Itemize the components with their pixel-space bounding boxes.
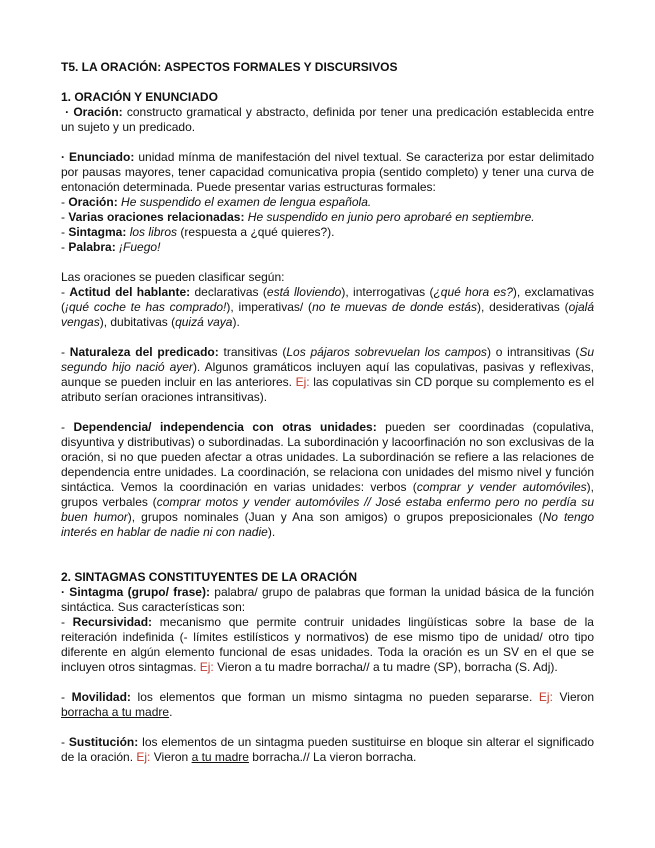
example-marker: Ej:	[538, 690, 553, 704]
example-marker: Ej:	[199, 660, 214, 674]
enunciado-definition: · Enunciado: unidad mínma de manifestación del nivel textual. Se caracteriza por estar delimitado por pausas mayores, tener capacidad comunicativa propia (sentido completo) y tener una curva de entonación determinada. Puede presentar varias estructuras formales:	[61, 150, 594, 194]
sintagma-term: · Sintagma (grupo/ frase):	[61, 585, 210, 599]
form-sintagma: - Sintagma: los libros (respuesta a ¿qué quieres?).	[61, 225, 335, 239]
recursividad: - Recursividad: mecanismo que permite contruir unidades lingüísticas sobre la base de la reiteración indefinida (- límites estilísticos y normativos) de ese mismo tipo de unidad/ otro tipo diferente en algún elemento funcional de esas unidades. Toda la oración es un SV en el que se incluyen otros sintagmas. Ej: Vieron a tu madre borracha// a tu madre (SP), borracha (S. Adj).	[61, 615, 594, 674]
document-page	[61, 60, 594, 765]
sustitucion: - Sustitución: los elementos de un sintagma pueden sustituirse en bloque sin alterar el significado de la oración. Ej: Vieron a tu madre borracha.// La vieron borracha.	[61, 735, 594, 764]
movilidad: - Movilidad: los elementos que forman un mismo sintagma no pueden separarse. Ej: Vieron borracha a tu madre.	[61, 690, 594, 719]
sintagma-definition: · Sintagma (grupo/ frase): palabra/ grupo de palabras que forman la unidad básica de la función sintáctica. Sus características son:	[61, 585, 594, 614]
dependencia-independencia: - Dependencia/ independencia con otras unidades: pueden ser coordinadas (copulativa, disyuntiva y distributivas) o subordinadas. La subordinación y lacoorfinación no son exclusivas de la oración, si no que pueden afectar a otras unidades. La subordinación se refiere a las relaciones de dependencia entre unidades. La coordinación, se relaciona con unidades del mismo nivel y función sintáctica. Vemos la coordinación en varias unidades: verbos (comprar y vender automóviles), grupos verbales (comprar motos y vender automóviles // José estaba enfermo pero no perdía su buen humor), grupos nominales (Juan y Ana son amigos) o grupos preposicionales (No tengo interés en hablar de nadie ni con nadie).	[61, 420, 595, 539]
oracion-term: · Oración:	[65, 105, 123, 119]
form-oracion: - Oración: He suspendido el examen de lengua española.	[61, 195, 372, 209]
oracion-definition: · Oración: constructo gramatical y abstracto, definida por tener una predicación establecida entre un sujeto y un predicado.	[61, 105, 595, 134]
section-2-heading: 2. SINTAGMAS CONSTITUYENTES DE LA ORACIÓN	[61, 570, 358, 584]
clasificacion-intro: Las oraciones se pueden clasificar según:	[61, 270, 285, 284]
form-palabra: - Palabra: ¡Fuego!	[61, 240, 161, 254]
document-title: T5. LA ORACIÓN: ASPECTOS FORMALES Y DISCURSIVOS	[61, 60, 398, 74]
form-varias-oraciones: - Varias oraciones relacionadas: He suspendido en junio pero aprobaré en septiembre.	[61, 210, 535, 224]
naturaleza-predicado: - Naturaleza del predicado: transitivas (Los pájaros sobrevuelan los campos) o intransitivas (Su segundo hijo nació ayer). Algunos gramáticos incluyen aquí las copulativas, pasivas y reflexivas, aunque se pueden incluir en las anteriores. Ej: las copulativas sin CD porque su complemento es el atributo serían oraciones intransitivas).	[61, 345, 595, 404]
enunciado-term: · Enunciado:	[61, 150, 135, 164]
section-1-heading: 1. ORACIÓN Y ENUNCIADO	[61, 90, 218, 104]
example-marker: Ej:	[136, 750, 151, 764]
example-marker: Ej:	[295, 375, 310, 389]
actitud-hablante: - Actitud del hablante: declarativas (está lloviendo), interrogativas (¿qué hora es?), exclamativas (¡qué coche te has comprado!), imperativas/ (no te muevas de donde estás), desiderativas (ojalá vengas), dubitativas (quizá vaya).	[61, 285, 594, 329]
